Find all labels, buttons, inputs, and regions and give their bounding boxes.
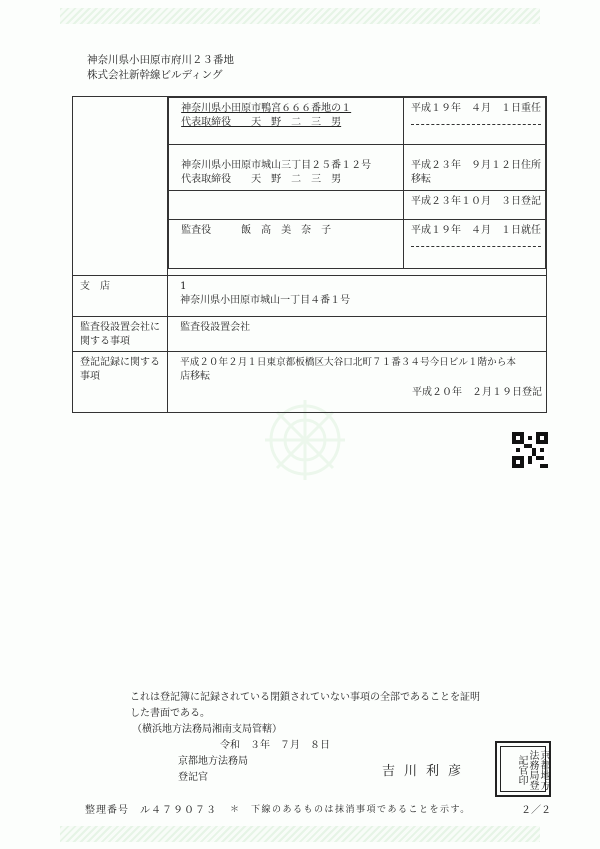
auditor-company-value: 監査役設置会社 [180,322,251,333]
auditor-company-row [73,317,547,352]
officer-entry-3 [169,220,546,269]
officer-2-date-cont: 移転 [411,173,431,185]
auditor-company-label [73,317,168,352]
officer-entry-2b [169,191,546,220]
record-label-line1: 登記記録に関する [80,357,160,368]
officers-label-cell [73,97,168,276]
official-seal [495,741,551,797]
branch-number: 1 [180,281,187,292]
record-text-line1: 平成２０年２月１日東京都板橋区大谷口北町７１番３４号今日ビル１階から本 [180,357,516,368]
branch-row [73,276,547,317]
officer-entry-1-left [169,98,404,145]
officer-entry-2b-left [169,191,404,220]
officer-entry-2 [169,145,546,191]
qr-code-icon [512,432,548,468]
officer-2-title-name: 代表取締役 天 野 二 三 男 [181,173,342,185]
record-date: 平成２０年 ２月１９日登記 [412,387,542,398]
strike-dashed-line [411,245,541,247]
branch-address: 神奈川県小田原市城山一丁目４番１号 [180,294,351,306]
officers-row [73,97,547,276]
strike-dashed-line [411,123,541,125]
record-row [73,352,547,413]
officer-entry-1 [169,98,546,145]
officer-1-title-name: 代表取締役 天 野 二 三 男 [181,116,342,128]
auditor-company-label-line1: 監査役設置会社に [80,322,160,333]
officer-name: 吉川利彦 [382,764,471,779]
officer-2-date: 平成２３年 ９月１２日住所 [411,160,541,171]
security-border-top [60,8,540,24]
officer-entry-1-right [404,98,546,145]
footer-note: ＊ 下線のあるものは抹消事項であることを示す。 [230,805,471,815]
certification-line2: した書面である。 [130,708,210,719]
auditor-company-label-line2: 関する事項 [80,335,130,347]
seal-text: 京都地方法務局登記官印 [516,750,549,790]
certification-officer-title: 登記官 [178,772,208,783]
certification-date: 令和 ３年 ７月 ８日 [220,740,330,751]
officer-entry-2-right [404,145,546,191]
record-content [168,352,547,413]
registry-table [72,96,547,413]
officer-3-title-name: 監査役 飯 高 美 奈 子 [181,225,332,236]
certification-line1: これは登記簿に記録されている閉鎖されていない事項の全部であることを証明 [130,692,480,703]
officer-2-address: 神奈川県小田原市城山三丁目２５番１２号 [181,160,372,171]
officer-entry-2-left [169,145,404,191]
officers-inner-table [168,97,546,269]
officers-content-cell [168,97,547,276]
page-number: ２／２ [521,805,551,816]
certification-office: 京都地方法務局 [178,756,248,767]
certification-jurisdiction: （横浜地方法務局湘南支局管轄） [132,724,282,735]
record-label-line2: 事項 [80,370,100,382]
security-border-bottom [60,826,540,842]
auditor-company-content [168,317,547,352]
company-address: 神奈川県小田原市府川２３番地 [87,54,234,66]
officer-entry-3-right [404,220,546,269]
company-name: 株式会社新幹線ビルディング [87,69,223,81]
officer-1-address: 神奈川県小田原市鴨宮６６６番地の１ [181,103,352,114]
record-text-line2: 店移転 [180,370,211,382]
company-header [87,53,234,83]
officer-entry-2b-right [404,191,546,220]
officer-3-date: 平成１９年 ４月 １日就任 [411,225,541,236]
officer-1-date: 平成１９年 ４月 １日重任 [411,103,541,114]
officer-2-registered-date: 平成２３年１０月 ３日登記 [411,196,541,207]
branch-content [168,276,547,317]
officer-entry-3-left [169,220,404,269]
record-label [73,352,168,413]
reference-number: 整理番号 ル４７９０７３ [85,805,217,816]
branch-label: 支 店 [73,276,168,317]
